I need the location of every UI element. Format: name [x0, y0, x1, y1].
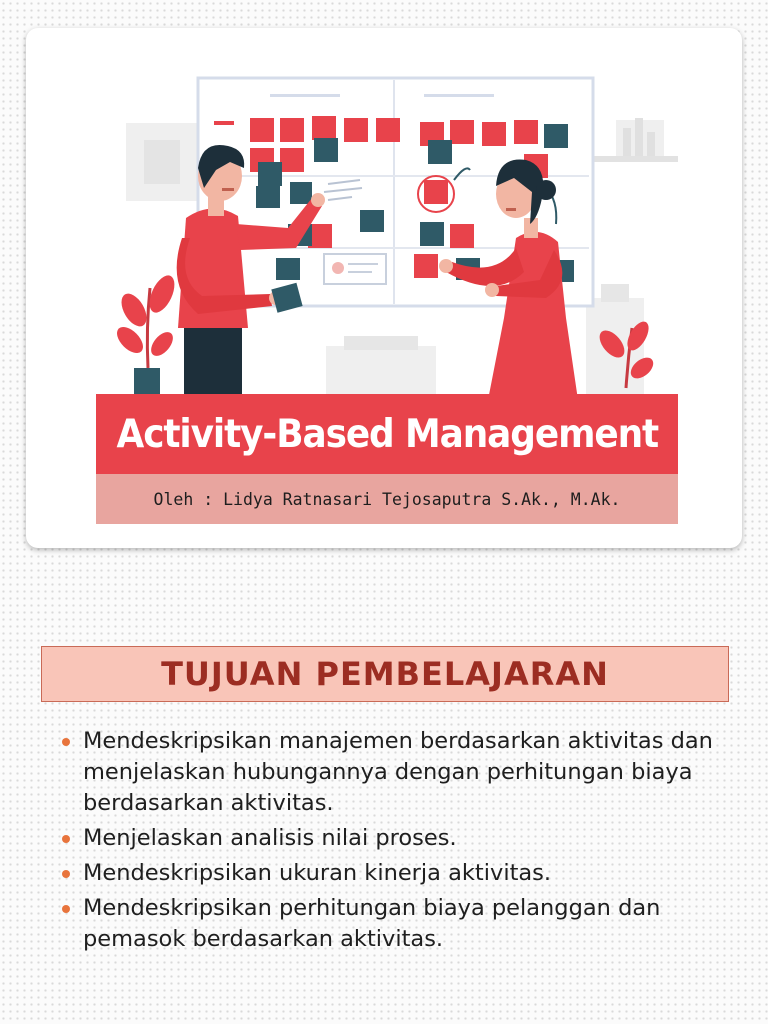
list-item [60, 893, 740, 955]
list-item-text: Mendeskripsikan perhitungan biaya pelanggan dan pemasok berdasarkan aktivitas. [83, 895, 661, 952]
list-item [60, 858, 740, 889]
objectives-list [60, 726, 740, 959]
author-line: Oleh : Lidya Ratnasari Tejosaputra S.Ak., M.Ak. [153, 489, 621, 509]
bullet-icon [62, 835, 70, 843]
objectives-heading-box [41, 646, 729, 702]
cover-slide [26, 28, 742, 548]
slide-title: Activity-Based Management [116, 411, 658, 457]
list-item [60, 823, 740, 854]
author-band [96, 474, 678, 524]
bullet-icon [62, 870, 70, 878]
list-item-text: Mendeskripsikan manajemen berdasarkan aktivitas dan menjelaskan hubungannya dengan perhitungan biaya berdasarkan aktivitas. [83, 728, 713, 816]
bullet-icon [62, 905, 70, 913]
objectives-heading: TUJUAN PEMBELAJARAN [161, 655, 609, 693]
list-item-text: Mendeskripsikan ukuran kinerja aktivitas. [83, 860, 552, 886]
planning-board-illustration [26, 28, 742, 400]
bullet-icon [62, 738, 70, 746]
list-item-text: Menjelaskan analisis nilai proses. [83, 825, 457, 851]
title-banner [96, 394, 678, 474]
list-item [60, 726, 740, 819]
